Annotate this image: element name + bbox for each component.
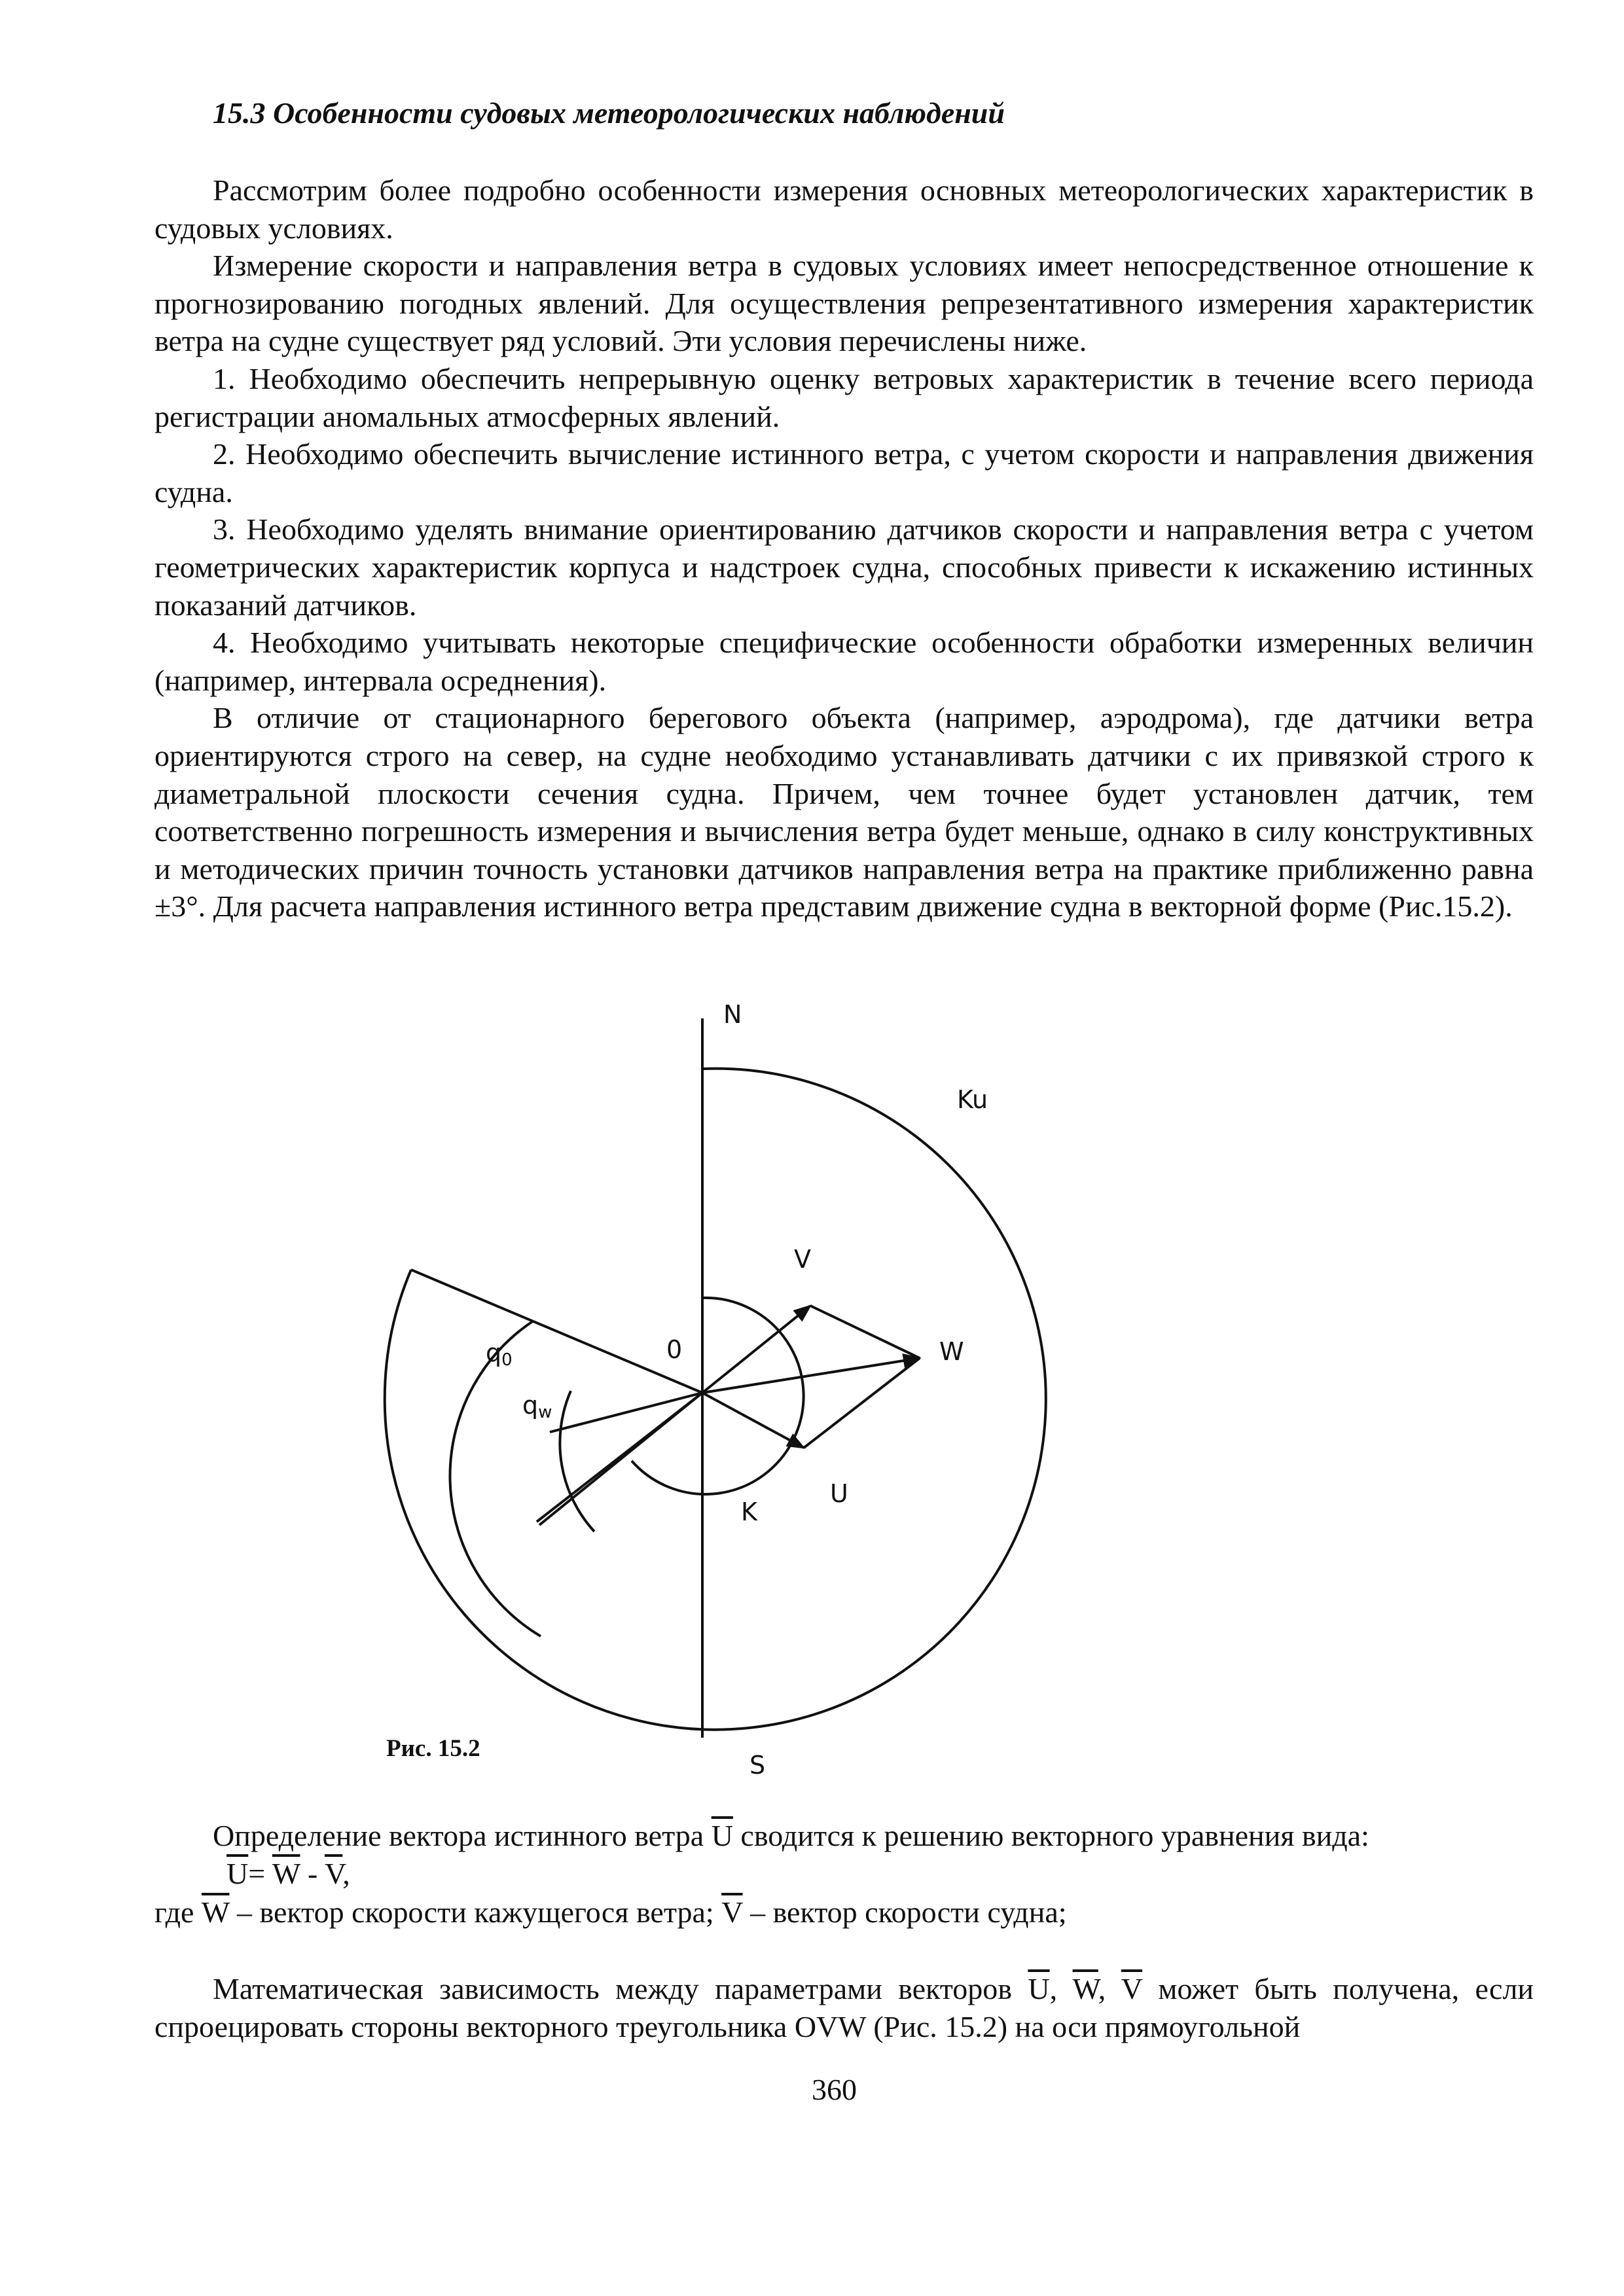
qw-label: qw — [522, 1391, 552, 1422]
where-line: где $\overline{W}$ – вектор скорости кажущегося ветра; $\overline{V}$ – вектор скорости судна; — [154, 1895, 1067, 1929]
qw-angle-arc — [560, 1391, 594, 1532]
figure-caption: Рис. 15.2 — [386, 1735, 480, 1762]
u-vector — [702, 1393, 804, 1448]
k-label: K — [741, 1498, 757, 1526]
uw-side — [804, 1358, 920, 1448]
q0-label: q0 — [486, 1338, 513, 1370]
v-vector — [702, 1306, 810, 1393]
q0-angle-arc — [450, 1321, 541, 1636]
paragraph: Рассмотрим более подробно особенности измерения основных метеорологических характеристик в судовых условиях. — [154, 173, 1534, 245]
w-vector — [702, 1358, 920, 1393]
north-label: N — [723, 1000, 742, 1029]
paragraph: 2. Необходимо обеспечить вычисление истинного ветра, с учетом скорости и направления движения судна. — [154, 437, 1534, 509]
paragraph: Измерение скорости и направления ветра в судовых условиях имеет непосредственное отношение к прогнозированию погодных явлений. Для осуществления репрезентативного измерения характеристик ветра на судне существует ряд условий. Эти условия перечислены ниже. — [154, 249, 1534, 358]
v-label: V — [794, 1245, 811, 1274]
origin-label: 0 — [666, 1335, 683, 1364]
vector-equation: $\overline{U}= \overline{W} - \overline{V}$, — [226, 1857, 350, 1890]
ku-label: Ku — [957, 1085, 988, 1114]
paragraph: 1. Необходимо обеспечить непрерывную оценку ветровых характеристик в течение всего периода регистрации аномальных атмосферных явлений. — [154, 361, 1534, 433]
final-paragraph: Математическая зависимость между параметрами векторов $\overline{U}$, $\overline{W}$, $\overline{V}$ может быть получена, если спроецировать стороны векторного треугольника OVW (Рис. 15.2) на оси прямоугольной — [154, 1972, 1534, 2043]
definition-line: Определение вектора истинного ветра $\overline{U}$ сводится к решению векторного уравнения вида: — [213, 1819, 1369, 1852]
paragraph: 3. Необходимо уделять внимание ориентированию датчиков скорости и направления ветра с учетом геометрических характеристик корпуса и надстроек судна, способных привести к искажению истинных показаний датчиков. — [154, 512, 1534, 622]
vw-side — [810, 1306, 920, 1358]
south-label: S — [749, 1751, 766, 1780]
page-number: 360 — [812, 2073, 857, 2106]
paragraph: В отличие от стационарного берегового объекта (например, аэродрома), где датчики ветра ориентируются строго на север, на судне необходимо устанавливать датчики с их привязкой строго к диаметральной плоскости сечения судна. Причем, чем точнее будет установлен датчик, тем соответственно погрешность измерения и вычисления ветра будет меньше, однако в силу конструктивных и методических причин точность установки датчиков направления ветра на практике приближенно равна ±3°. Для расчета направления истинного ветра представим движение судна в векторной форме (Рис.15.2). — [154, 701, 1534, 924]
reference-radius-line — [411, 1270, 702, 1393]
k-angle-arc — [632, 1298, 804, 1494]
section-heading: 15.3 Особенности судовых метеорологических наблюдений — [213, 96, 1005, 130]
paragraph: 4. Необходимо учитывать некоторые специфические особенности обработки измеренных величин (например, интервала осреднения). — [154, 626, 1534, 697]
u-label: U — [830, 1479, 848, 1508]
w-label: W — [939, 1337, 964, 1366]
